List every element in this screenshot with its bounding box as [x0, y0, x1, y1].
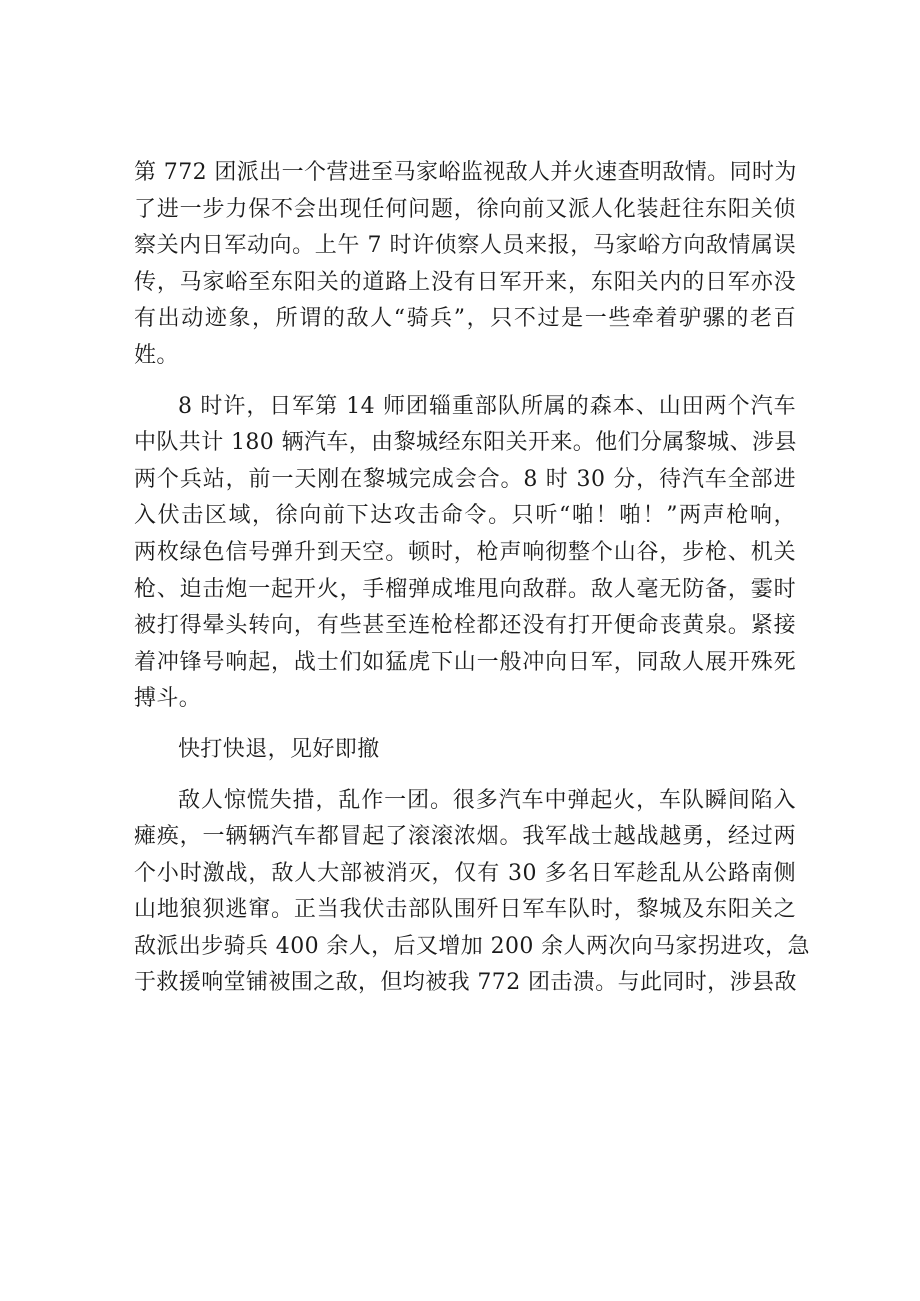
text-line: 传，马家峪至东阳关的道路上没有日军开来，东阳关内的日军亦没	[134, 269, 796, 295]
text-line: 姓。	[134, 342, 179, 368]
text-line: 入伏击区域，徐向前下达攻击命令。只听“啪！啪！”两声枪响，	[134, 503, 796, 529]
text-line: 两个兵站，前一天刚在黎城完成会合。8 时 30 分，待汽车全部进	[134, 466, 796, 492]
text-line: 山地狼狈逃窜。正当我伏击部队围歼日军车队时，黎城及东阳关之	[134, 897, 796, 923]
section-heading: 快打快退，见好即撤	[178, 736, 380, 762]
text-line: 8 时许，日军第 14 师团辎重部队所属的森本、山田两个汽车	[178, 393, 796, 419]
text-line: 有出动迹象，所谓的敌人“骑兵”，只不过是一些牵着驴骡的老百	[134, 306, 796, 332]
text-line: 敌人惊慌失措，乱作一团。很多汽车中弹起火，车队瞬间陷入	[178, 787, 796, 813]
text-line: 了进一步力保不会出现任何问题，徐向前又派人化装赶往东阳关侦	[134, 196, 796, 222]
text-line: 个小时激战，敌人大部被消灭，仅有 30 多名日军趁乱从公路南侧	[134, 860, 796, 886]
text-line: 搏斗。	[134, 686, 202, 712]
text-line: 被打得晕头转向，有些甚至连枪栓都还没有打开便命丧黄泉。紧接	[134, 613, 796, 639]
text-line: 中队共计 180 辆汽车，由黎城经东阳关开来。他们分属黎城、涉县	[134, 430, 797, 456]
text-line: 察关内日军动向。上午 7 时许侦察人员来报，马家峪方向敌情属误	[134, 233, 796, 259]
text-line: 敌派出步骑兵 400 余人，后又增加 200 余人两次向马家拐进攻，急	[134, 933, 810, 959]
text-line: 两枚绿色信号弹升到天空。顿时，枪声响彻整个山谷，步枪、机关	[134, 539, 796, 565]
text-line: 枪、迫击炮一起开火，手榴弹成堆甩向敌群。敌人毫无防备，霎时	[134, 576, 796, 602]
paragraph-3	[134, 783, 810, 1003]
paragraph-2	[134, 389, 796, 718]
text-line: 第 772 团派出一个营进至马家峪监视敌人并火速查明敌情。同时为	[134, 160, 797, 185]
text-line: 于救援响堂铺被围之敌，但均被我 772 团击溃。与此同时，涉县敌	[134, 970, 797, 996]
paragraph-1	[134, 155, 796, 375]
text-line: 瘫痪，一辆辆汽车都冒起了滚滚浓烟。我军战士越战越勇，经过两	[134, 824, 796, 850]
text-line: 着冲锋号响起，战士们如猛虎下山一般冲向日军，同敌人展开殊死	[134, 649, 796, 675]
document-body	[134, 155, 810, 1016]
